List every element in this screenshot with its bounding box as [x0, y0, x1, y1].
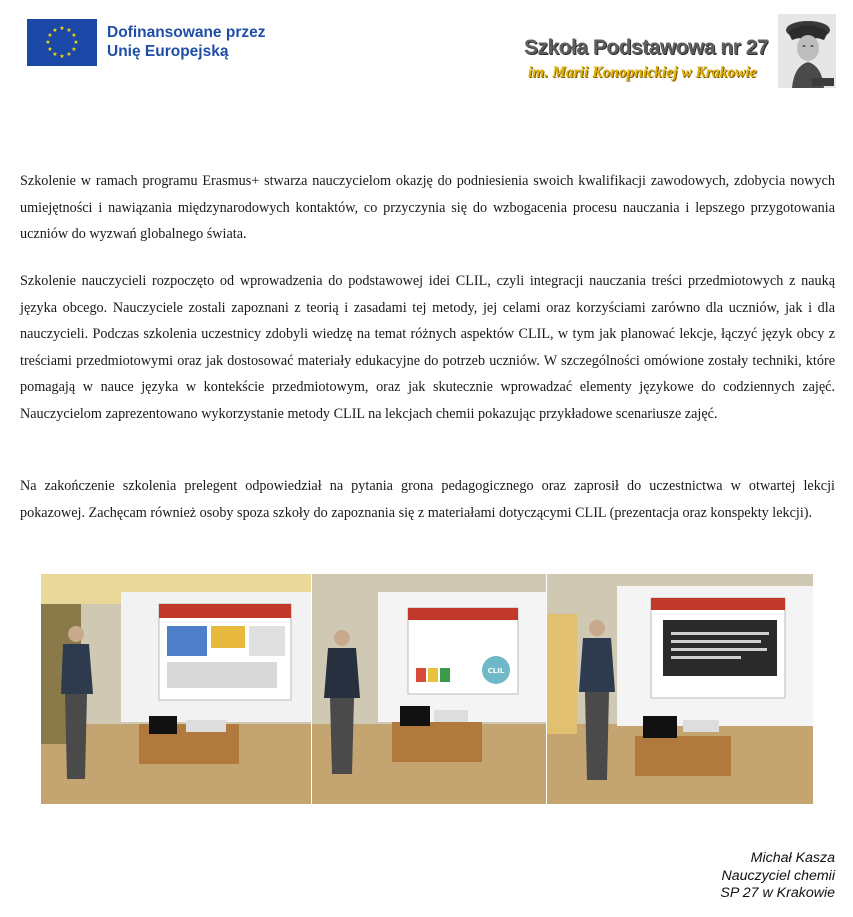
paragraph-erasmus: Szkolenie w ramach programu Erasmus+ stwarza nauczycielom okazję do podniesienia swoich kwalifikacji zawodowych, zdobycia nowych umiejętności i nawiązania międzynarodowych kontaktów, co przyczynia się do wzbogacenia procesu nauczania i lepszego przygotowania uczniów do wyzwań globalnego świata. [20, 173, 835, 242]
signature-role: Nauczyciel chemii [721, 867, 835, 884]
paragraph-conclusion: Na zakończenie szkolenia prelegent odpowiedział na pytania grona pedagogicznego oraz zaprosił do uczestnictwa w otwartej lekcji pokazowej. Zachęcam również osoby spoza szkoły do zapoznania się z materiałami dotyczącymi CLIL (prezentacja oraz konspekty lekcji). [20, 478, 835, 521]
eu-funding-logo [27, 19, 287, 67]
training-photo-1 [41, 574, 311, 804]
eu-funding-line2: Unię Europejską [107, 43, 229, 60]
svg-text:★: ★ [71, 46, 77, 53]
paragraph-clil-training: Szkolenie nauczycieli rozpoczęto od wprowadzenia do podstawowej idei CLIL, czyli integracji nauczania treści przedmiotowych z nauką języka obcego. Nauczyciele zostali zapoznani z teorią i zasadami tej metody, jej celami oraz korzyściami zarówno dla uczniów, jak i dla nauczycieli. Podczas szkolenia uczestnicy zdobyli wiedzę na temat różnych aspektów CLIL, w tym jak planować lekcje, łączyć język obcy z treściami przedmiotowymi oraz jak dostosować materiały edukacyjne do potrzeb uczniów. W szczególności omówione zostały techniki, które pomagają w nauce języka w kontekście przedmiotowym, oraz jak skutecznie wprowadzać elementy językowe do codziennych zajęć. Nauczycielom zaprezentowano wykorzystanie metody CLIL na lekcjach chemii pokazując przykładowe scenariusze zajęć. [20, 273, 835, 422]
svg-text:★: ★ [73, 39, 79, 46]
eu-flag-icon [27, 19, 97, 66]
training-photo-3 [547, 574, 813, 804]
eu-funding-text [107, 23, 265, 61]
training-photo-2 [312, 574, 546, 804]
svg-text:★: ★ [52, 27, 58, 34]
school-patron: im. Marii Konopnickiej w Krakowie [528, 64, 757, 81]
svg-text:★: ★ [52, 51, 58, 58]
signature-school: SP 27 w Krakowie [720, 885, 835, 901]
svg-text:★: ★ [45, 39, 51, 46]
svg-text:★: ★ [71, 32, 77, 39]
svg-text:★: ★ [47, 32, 53, 39]
svg-text:★: ★ [66, 51, 72, 58]
svg-text:★: ★ [66, 27, 72, 34]
signature [720, 850, 835, 903]
eu-funding-line1: Dofinansowane przez [107, 24, 266, 41]
school-logo [520, 14, 838, 90]
svg-text:★: ★ [59, 25, 65, 32]
signature-name: Michał Kasza [750, 850, 835, 866]
svg-text:★: ★ [59, 53, 65, 60]
clil-slide-label: CLIL [487, 667, 505, 675]
svg-text:★: ★ [47, 46, 53, 53]
school-name: Szkoła Podstawowa nr 27 [524, 36, 769, 59]
patron-portrait-image [778, 14, 836, 88]
